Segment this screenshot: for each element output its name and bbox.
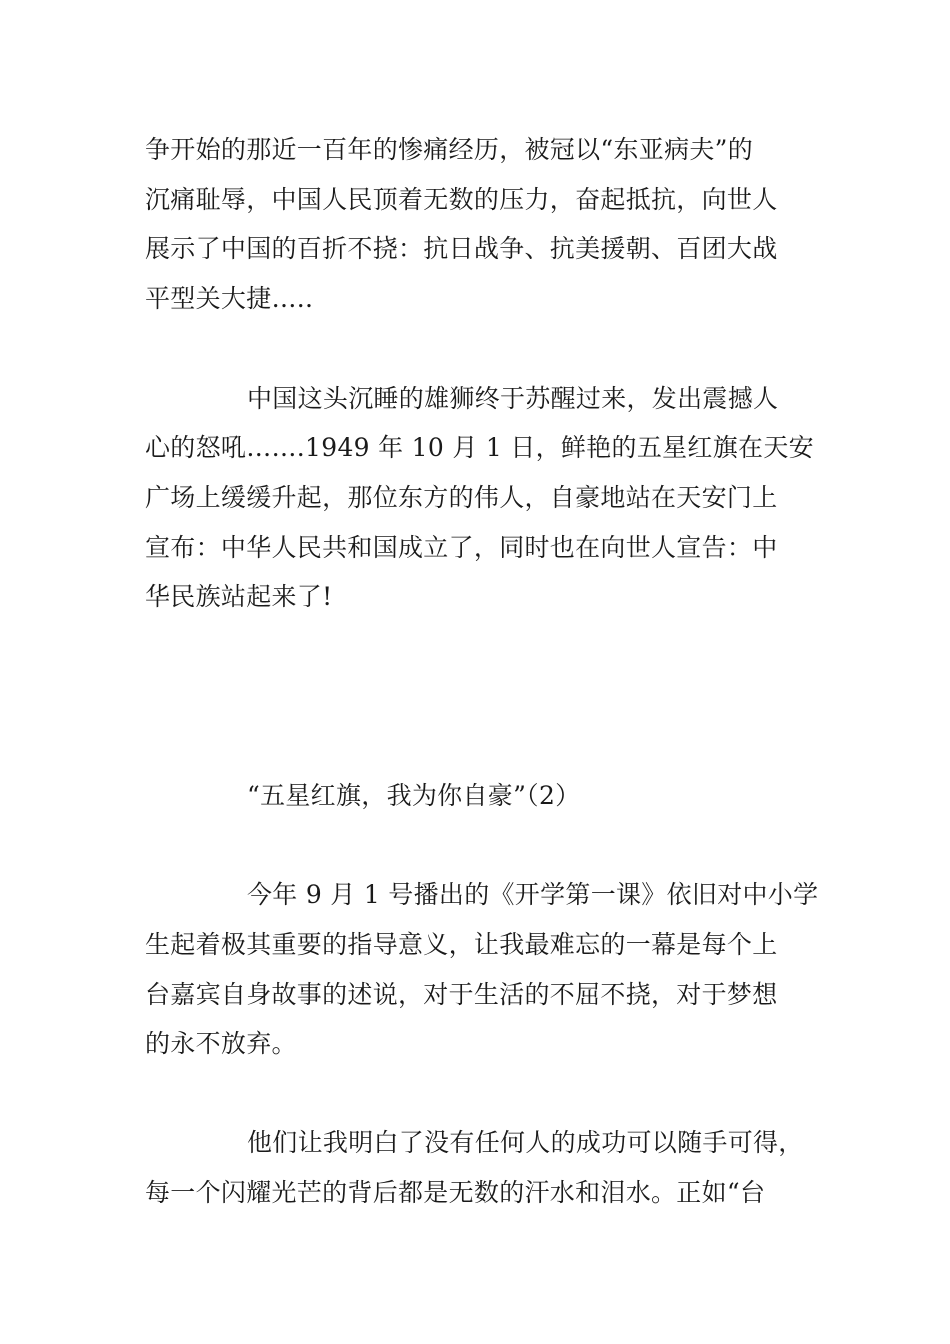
paragraph-1-line-1: 争开始的那近一百年的惨痛经历，被冠以“东亚病夫”的	[145, 135, 754, 164]
paragraph-3-line-1: 今年 9 月 1 号播出的《开学第一课》依旧对中小学	[247, 880, 819, 909]
paragraph-3-line-3: 台嘉宾自身故事的述说，对于生活的不屈不挠，对于梦想	[145, 980, 778, 1009]
paragraph-1-line-4: 平型关大捷…..	[145, 284, 314, 313]
paragraph-2-line-1: 中国这头沉睡的雄狮终于苏醒过来，发出震撼人	[247, 384, 779, 413]
paragraph-1-line-2: 沉痛耻辱，中国人民顶着无数的压力，奋起抵抗，向世人	[145, 185, 778, 214]
paragraph-4-line-1: 他们让我明白了没有任何人的成功可以随手可得，	[247, 1128, 804, 1157]
section-heading: “五星红旗，我为你自豪”（2）	[247, 781, 581, 810]
paragraph-2-line-4: 宣布：中华人民共和国成立了，同时也在向世人宣告：中	[145, 533, 778, 562]
paragraph-1-line-3: 展示了中国的百折不挠：抗日战争、抗美援朝、百团大战	[145, 234, 778, 263]
paragraph-4-line-2: 每一个闪耀光芒的背后都是无数的汗水和泪水。正如“台	[145, 1178, 766, 1207]
paragraph-2-line-3: 广场上缓缓升起，那位东方的伟人，自豪地站在天安门上	[145, 483, 778, 512]
paragraph-3-line-4: 的永不放弃。	[145, 1029, 297, 1058]
paragraph-2-line-5: 华民族站起来了!	[145, 582, 333, 611]
paragraph-3-line-2: 生起着极其重要的指导意义，让我最难忘的一幕是每个上	[145, 930, 778, 959]
paragraph-2-line-2: 心的怒吼…….1949 年 10 月 1 日，鲜艳的五星红旗在天安	[145, 433, 814, 462]
